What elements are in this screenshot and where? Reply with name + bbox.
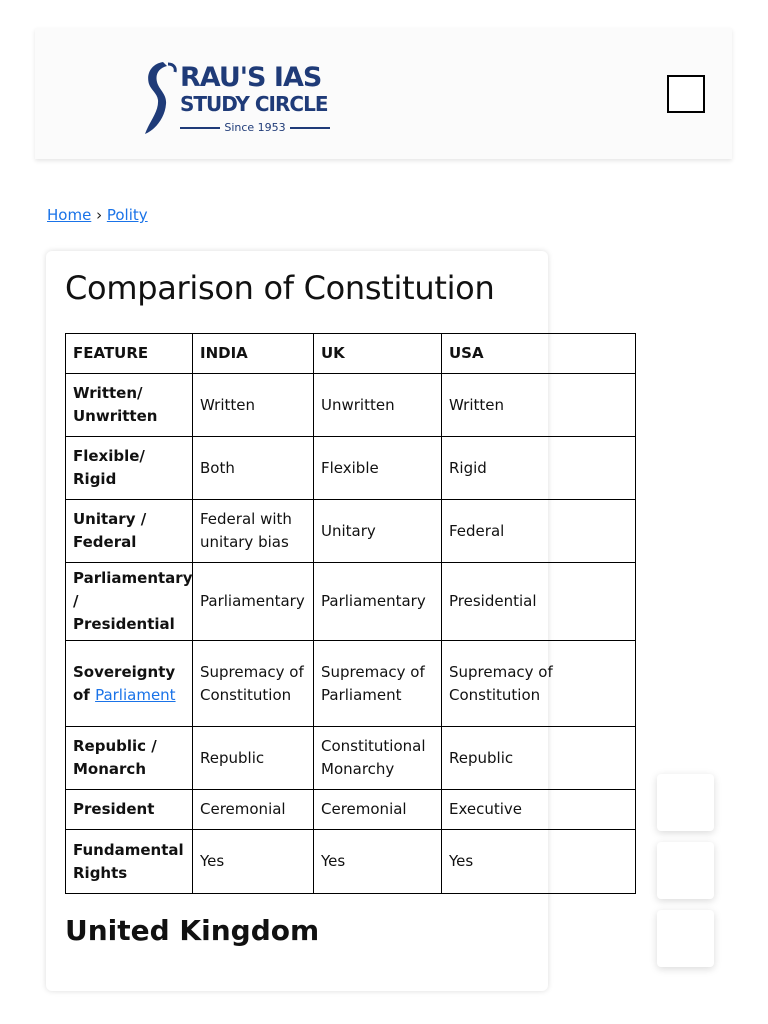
usa-cell: Yes <box>442 830 636 894</box>
article-card <box>46 251 553 991</box>
table-header-row <box>66 334 636 374</box>
feature-text: Sovereignty of <box>73 662 176 704</box>
uk-cell: Yes <box>314 830 442 894</box>
header-india: INDIA <box>193 334 314 374</box>
logo-tagline <box>180 121 330 134</box>
usa-cell: Rigid <box>442 437 636 500</box>
india-cell: Written <box>193 374 314 437</box>
table-row <box>66 563 636 641</box>
table-row <box>66 374 636 437</box>
uk-cell: Unitary <box>314 500 442 563</box>
feature-cell: Fundamental Rights <box>66 830 193 894</box>
logo-text-primary: RAU'S IAS <box>180 62 322 93</box>
usa-cell: Executive <box>442 790 636 830</box>
india-cell: Parliamentary <box>193 563 314 641</box>
floating-action-button[interactable] <box>657 842 714 899</box>
breadcrumb-separator: › <box>96 206 103 224</box>
feature-cell: President <box>66 790 193 830</box>
logo-since-text: Since 1953 <box>224 121 286 134</box>
rau-logo-mark-icon <box>141 60 177 136</box>
usa-cell: Written <box>442 374 636 437</box>
breadcrumb <box>47 206 148 224</box>
parliament-link[interactable]: Parliament <box>95 685 176 704</box>
feature-cell: Flexible/ Rigid <box>66 437 193 500</box>
breadcrumb-polity-link[interactable]: Polity <box>106 206 148 224</box>
logo-text-secondary: STUDY CIRCLE <box>180 92 328 116</box>
table-row <box>66 830 636 894</box>
section-heading: United Kingdom <box>65 914 320 947</box>
tagline-rule-right <box>290 127 330 129</box>
usa-cell: Supremacy of Constitution <box>442 641 636 727</box>
floating-action-button[interactable] <box>657 774 714 831</box>
feature-cell: Written/ Unwritten <box>66 374 193 437</box>
feature-cell: Parliamentary / Presidential <box>66 563 193 641</box>
breadcrumb-home-link[interactable]: Home <box>47 206 92 224</box>
usa-cell: Republic <box>442 727 636 790</box>
comparison-table <box>65 333 636 894</box>
table-row <box>66 437 636 500</box>
site-logo[interactable] <box>141 60 341 140</box>
uk-cell: Constitutional Monarchy <box>314 727 442 790</box>
site-header <box>35 28 732 159</box>
uk-cell: Unwritten <box>314 374 442 437</box>
india-cell: Yes <box>193 830 314 894</box>
header-feature: FEATURE <box>66 334 193 374</box>
header-usa: USA <box>442 334 636 374</box>
header-uk: UK <box>314 334 442 374</box>
tagline-rule-left <box>180 127 220 129</box>
feature-cell: Republic / Monarch <box>66 727 193 790</box>
usa-cell: Presidential <box>442 563 636 641</box>
comparison-table-scroll[interactable] <box>65 333 553 882</box>
india-cell: Both <box>193 437 314 500</box>
india-cell: Republic <box>193 727 314 790</box>
table-row <box>66 500 636 563</box>
india-cell: Ceremonial <box>193 790 314 830</box>
india-cell: Supremacy of Constitution <box>193 641 314 727</box>
table-row <box>66 727 636 790</box>
feature-cell: Unitary / Federal <box>66 500 193 563</box>
india-cell: Federal with unitary bias <box>193 500 314 563</box>
table-row <box>66 790 636 830</box>
uk-cell: Supremacy of Parliament <box>314 641 442 727</box>
menu-icon[interactable] <box>667 75 705 113</box>
uk-cell: Ceremonial <box>314 790 442 830</box>
page-title: Comparison of Constitution <box>65 269 495 307</box>
uk-cell: Parliamentary <box>314 563 442 641</box>
usa-cell: Federal <box>442 500 636 563</box>
uk-cell: Flexible <box>314 437 442 500</box>
table-row <box>66 641 636 727</box>
floating-action-button[interactable] <box>657 910 714 967</box>
feature-cell <box>66 641 193 727</box>
